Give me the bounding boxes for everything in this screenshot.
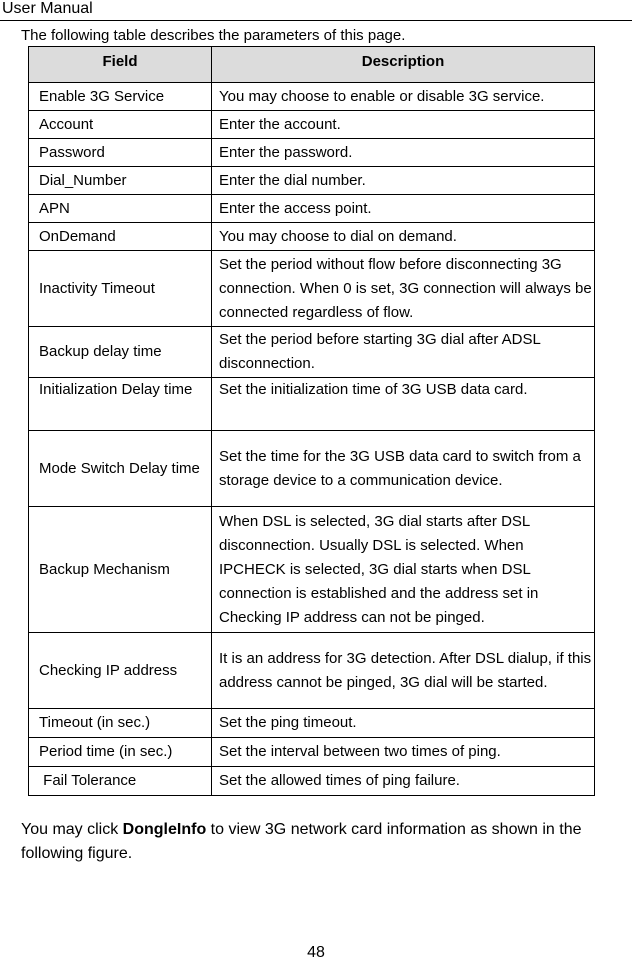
description-cell: When DSL is selected, 3G dial starts after DSL disconnection. Usually DSL is selected. When IPCHECK is selected, 3G dial starts when DSL connection is established and the address set in Checking IP address can not be pinged.	[212, 507, 595, 633]
description-cell: You may choose to enable or disable 3G service.	[212, 83, 595, 111]
paragraph-prefix: You may click	[21, 821, 123, 838]
field-cell: Inactivity Timeout	[29, 251, 212, 327]
field-cell: APN	[29, 195, 212, 223]
description-cell: Set the allowed times of ping failure.	[212, 767, 595, 796]
header-rule	[0, 20, 632, 21]
description-cell: Enter the access point.	[212, 195, 595, 223]
field-cell: Checking IP address	[29, 633, 212, 709]
field-column-header: Field	[29, 47, 212, 83]
table-row	[29, 378, 595, 431]
field-cell: OnDemand	[29, 223, 212, 251]
field-cell: Mode Switch Delay time	[29, 431, 212, 507]
dongleinfo-paragraph	[21, 818, 621, 866]
page-number: 48	[307, 944, 325, 961]
description-cell: It is an address for 3G detection. After DSL dialup, if this address cannot be pinged, 3G dial will be started.	[212, 633, 595, 709]
description-cell: Set the time for the 3G USB data card to switch from a storage device to a communication device.	[212, 431, 595, 507]
description-cell: Enter the account.	[212, 111, 595, 139]
table-row	[29, 327, 595, 378]
description-cell: You may choose to dial on demand.	[212, 223, 595, 251]
description-cell: Enter the dial number.	[212, 167, 595, 195]
field-cell: Fail Tolerance	[29, 767, 212, 796]
table-row	[29, 633, 595, 709]
field-cell: Period time (in sec.)	[29, 738, 212, 767]
field-cell: Enable 3G Service	[29, 83, 212, 111]
paragraph-suffix: to view 3G network card information as shown in the following figure.	[21, 821, 582, 862]
description-column-header: Description	[212, 47, 595, 83]
table-row	[29, 195, 595, 223]
table-header-row	[29, 47, 595, 83]
table-row	[29, 83, 595, 111]
description-cell: Set the interval between two times of ping.	[212, 738, 595, 767]
table-row	[29, 709, 595, 738]
intro-paragraph: The following table describes the parameters of this page.	[21, 27, 406, 44]
description-cell: Set the period without flow before disconnecting 3G connection. When 0 is set, 3G connection will always be connected regardless of flow.	[212, 251, 595, 327]
field-cell: Dial_Number	[29, 167, 212, 195]
field-cell: Password	[29, 139, 212, 167]
table-row	[29, 431, 595, 507]
table-row	[29, 738, 595, 767]
table-row	[29, 223, 595, 251]
field-cell: Backup delay time	[29, 327, 212, 378]
table-row	[29, 507, 595, 633]
field-cell: Account	[29, 111, 212, 139]
table-row	[29, 767, 595, 796]
table-row	[29, 167, 595, 195]
parameters-table	[28, 46, 595, 796]
description-cell: Set the ping timeout.	[212, 709, 595, 738]
description-cell: Set the period before starting 3G dial after ADSL disconnection.	[212, 327, 595, 378]
description-cell: Enter the password.	[212, 139, 595, 167]
table-row	[29, 111, 595, 139]
field-cell: Initialization Delay time	[29, 378, 212, 431]
field-cell: Backup Mechanism	[29, 507, 212, 633]
running-header: User Manual	[2, 0, 93, 17]
description-cell: Set the initialization time of 3G USB data card.	[212, 378, 595, 431]
table-row	[29, 139, 595, 167]
field-cell: Timeout (in sec.)	[29, 709, 212, 738]
table-row	[29, 251, 595, 327]
dongleinfo-term: DongleInfo	[122, 821, 207, 838]
